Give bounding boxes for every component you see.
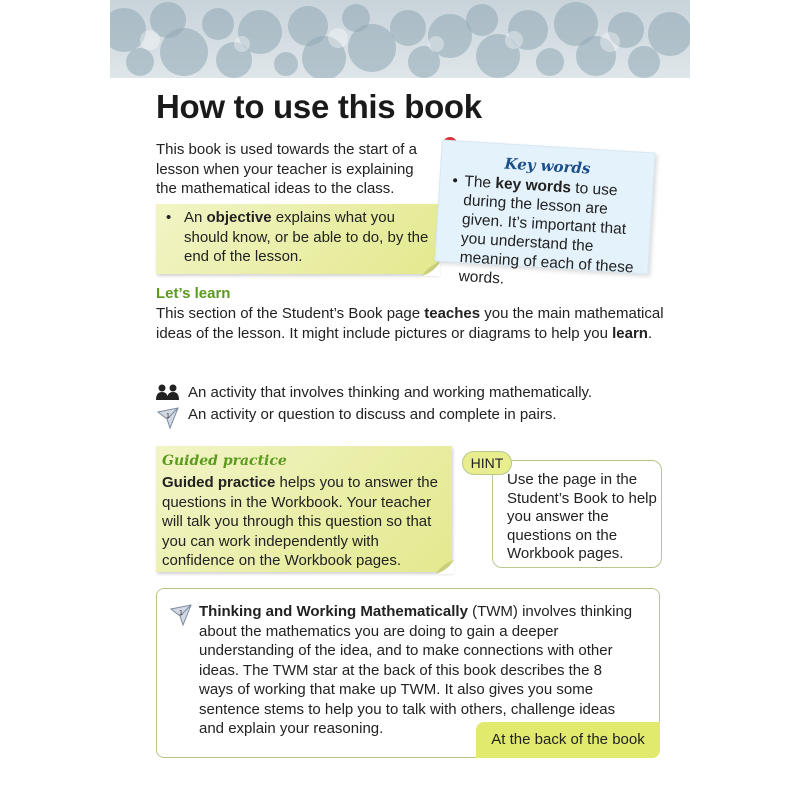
intro-paragraph: This book is used towards the start of a lesson when your teacher is explaining the mathematical ideas to the class. xyxy=(156,141,417,197)
lets-learn-heading: Let’s learn xyxy=(156,285,231,302)
learn-text-1: This section of the Student’s Book page xyxy=(156,305,425,322)
objective-post: explains what you should know, or be able to do, by the end of the lesson. xyxy=(184,209,429,265)
page-curl-icon xyxy=(436,560,454,574)
key-words-post: to use during the lesson are given. It’s important that you understand the meaning of each of these words. xyxy=(458,179,635,288)
key-words-bold: key words xyxy=(494,174,572,197)
objective-bullet: • xyxy=(166,209,172,226)
learn-text-3: . xyxy=(647,325,653,342)
guided-practice-bold: Guided practice xyxy=(162,474,276,491)
back-of-book-button[interactable]: At the back of the book xyxy=(476,722,660,758)
key-words-title: Key words xyxy=(504,154,591,178)
page-curl-icon xyxy=(422,262,440,276)
hint-tag: HINT xyxy=(462,451,512,475)
hint-text: Use the page in the Student’s Book to help you answer the questions on the Workbook pages. xyxy=(507,471,657,562)
thinking-activity-icon xyxy=(156,384,180,402)
twm-body: (TWM) involves thinking about the mathematics you are doing to gain a deeper understanding of the idea, and to make connections with other ideas. The TWM star at the back of this book describes the 8 ways of working that make up TWM. It also gives you some sentence stems to help you to talk with others, challenge ideas and explain your reasoning. xyxy=(199,603,633,737)
hint-box xyxy=(492,460,662,568)
guided-practice-body: helps you to answer the questions in the Workbook. Your teacher will talk you through this question so that you can work independently with confidence on the Workbook pages. xyxy=(162,474,438,569)
learn-bold-2: learn xyxy=(612,325,648,342)
objective-bold: objective xyxy=(206,209,272,226)
twm-bold: Thinking and Working Mathematically xyxy=(199,603,468,620)
twm-box xyxy=(156,588,660,758)
learn-text-2: you the main mathematical ideas of the lesson. It might include pictures or diagrams to help you xyxy=(156,305,664,342)
learn-bold-1: teaches xyxy=(424,305,481,322)
objective-pre: An xyxy=(184,209,207,226)
lets-learn-paragraph xyxy=(156,304,666,344)
svg-text:1: 1 xyxy=(179,610,183,617)
guided-practice-text xyxy=(162,473,450,571)
guided-practice-note xyxy=(156,446,452,572)
thinking-activity-text: An activity that involves thinking and working mathematically. xyxy=(188,384,593,401)
key-words-pre: The xyxy=(463,173,496,192)
key-words-bullet: • xyxy=(451,172,459,190)
page-title: How to use this book xyxy=(156,88,482,125)
guided-practice-title: Guided practice xyxy=(162,453,287,469)
twm-star-icon xyxy=(169,603,193,627)
twm-text xyxy=(199,602,639,739)
key-words-note xyxy=(434,140,655,288)
pair-activity-text: An activity or question to discuss and complete in pairs. xyxy=(188,406,557,423)
book-page xyxy=(110,0,690,800)
pair-activity-icon xyxy=(156,406,180,430)
objective-note xyxy=(156,204,438,274)
key-words-text xyxy=(446,171,649,297)
svg-text:1: 1 xyxy=(166,413,170,420)
bubble-banner xyxy=(110,0,690,78)
